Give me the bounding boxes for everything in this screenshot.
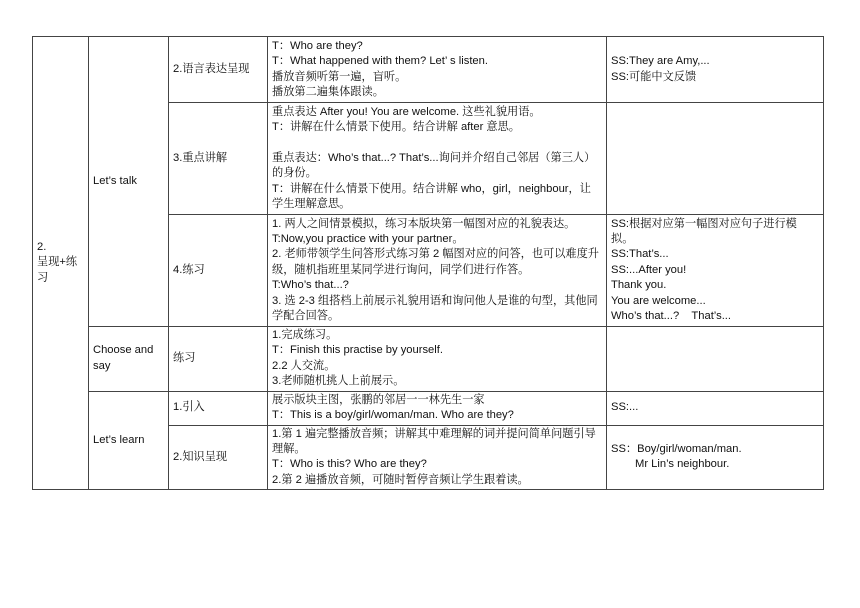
text-line: SS:That’s...	[611, 248, 669, 261]
text-line: 播放音频听第一遍，盲听。	[272, 70, 407, 83]
teacher-activity-cell	[268, 103, 607, 215]
student-activity-cell	[607, 37, 824, 103]
student-activity-cell: SS:...	[607, 391, 824, 425]
text-line: Thank you.	[611, 279, 667, 292]
text-line: You are welcome...	[611, 294, 706, 307]
text-line: 1. 两人之间情景模拟，练习本版块第一幅图对应的礼貌表达。	[272, 217, 576, 230]
student-activity-cell	[607, 425, 824, 490]
teacher-activity-cell	[268, 37, 607, 103]
text-line: 1.第 1 遍完整播放音频；讲解其中难理解的词并提问简单问题引导理解。	[272, 427, 596, 456]
text-line: 重点表达：Who’s that...? That’s...询问并介绍自己邻居（第三人）的身份。	[272, 151, 596, 180]
text-line: 2.2 人交流。	[272, 359, 336, 372]
text-line: 2. 老师带领学生问答形式练习第 2 幅图对应的问答，也可以难度升级，随机指班里某同学进行询问，同学们进行作答。	[272, 248, 599, 276]
step-cell: 4.练习	[169, 215, 268, 327]
text-line: 播放第二遍集体跟读。	[272, 85, 384, 98]
text-line: T：Who is this? Who are they?	[272, 458, 427, 471]
teacher-activity-cell	[268, 391, 607, 425]
text-line: T：讲解在什么情景下使用。结合讲解 who，girl，neighbour，让学生理解意思。	[272, 182, 591, 210]
table-row	[33, 37, 824, 103]
table-row	[33, 327, 824, 392]
text-line: 3. 选 2-3 组搭档上前展示礼貌用语和询问他人是谁的句型，其他同学配合回答。	[272, 294, 598, 323]
step-cell: 练习	[169, 327, 268, 392]
teacher-activity-cell	[268, 425, 607, 490]
text-line: SS:...After you!	[611, 263, 687, 276]
text-line: T:Now,you practice with your partner。	[272, 232, 464, 245]
text-line	[272, 135, 602, 150]
teacher-activity-cell	[268, 327, 607, 392]
student-activity-cell	[607, 215, 824, 327]
section-lets-learn: Let’s learn	[89, 391, 169, 490]
text-line: Mr Lin’s neighbour.	[635, 458, 730, 471]
text-line: T：This is a boy/girl/woman/man. Who are they?	[272, 409, 514, 422]
text-line: T：What happened with them? Let’ s listen.	[272, 55, 488, 68]
text-line: T：Who are they?	[272, 39, 363, 52]
text-line: SS:可能中文反馈	[611, 70, 697, 83]
lesson-plan-table	[32, 36, 824, 490]
text-line: SS：Boy/girl/woman/man.	[611, 443, 742, 456]
step-cell: 3.重点讲解	[169, 103, 268, 215]
step-cell: 2.语言表达呈现	[169, 37, 268, 103]
step-cell: 1.引入	[169, 391, 268, 425]
teacher-activity-cell	[268, 215, 607, 327]
text-line: 展示版块主图，张鹏的邻居一一林先生一家	[272, 393, 485, 406]
text-line: SS:根据对应第一幅图对应句子进行模拟。	[611, 217, 797, 245]
section-lets-talk: Let’s talk	[89, 37, 169, 327]
text-line: 3.老师随机挑人上前展示。	[272, 375, 405, 388]
step-cell: 2.知识呈现	[169, 425, 268, 490]
text-line: T:Who’s that...?	[272, 279, 349, 292]
text-line: SS:They are Amy,...	[611, 55, 710, 68]
student-activity-cell	[607, 327, 824, 392]
table-row	[33, 391, 824, 425]
text-line: T：讲解在什么情景下使用。结合讲解 after 意思。	[272, 120, 520, 133]
text-line: T：Finish this practise by yourself.	[272, 344, 443, 357]
section-choose-and-say: Choose and say	[89, 327, 169, 392]
text-line: 1.完成练习。	[272, 329, 338, 341]
student-activity-cell	[607, 103, 824, 215]
text-line: 重点表达 After you! You are welcome. 这些礼貌用语。	[272, 105, 541, 118]
text-line: Who’s that...? That’s...	[611, 310, 732, 323]
stage-cell: 2. 呈现+练习	[33, 37, 89, 490]
text-line: 2.第 2 遍播放音频，可随时暂停音频让学生跟着读。	[272, 473, 529, 486]
